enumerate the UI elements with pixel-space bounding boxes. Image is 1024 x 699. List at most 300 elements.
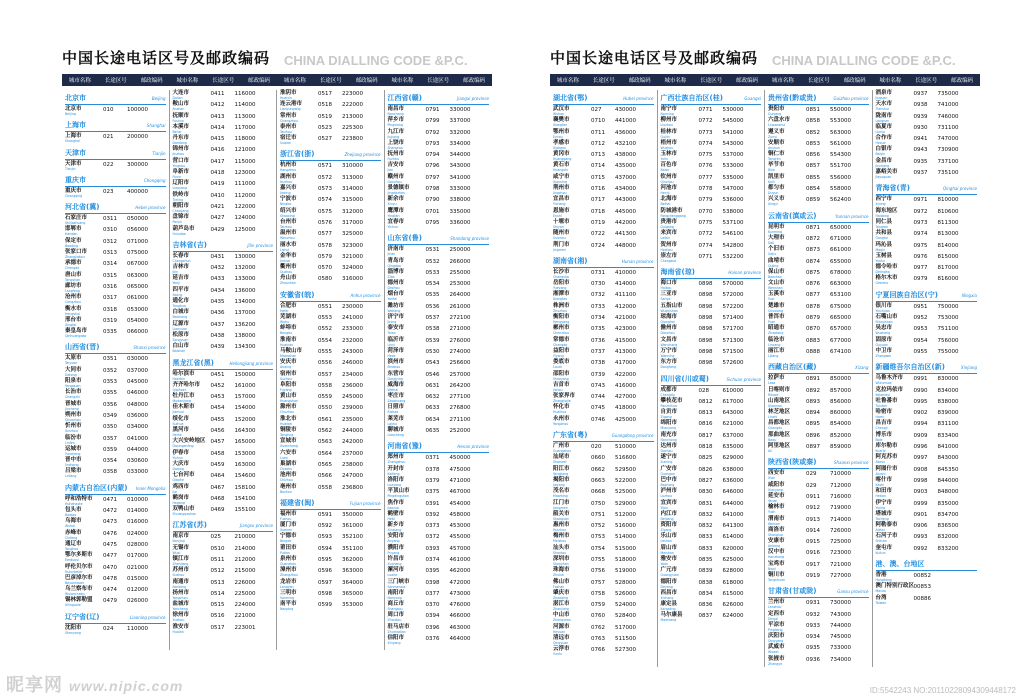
city-name: 西昌市 [660,589,678,596]
table-row [280,590,381,601]
city-cell [65,106,103,116]
area-code: 0335 [103,329,117,336]
postal-code: 036000 [127,412,148,419]
city-cell [280,461,318,471]
city-cell [768,611,806,621]
city-cell [280,264,318,274]
table-row [661,454,762,465]
table-row [388,258,490,269]
city-name: 济南市 [387,246,405,253]
city-name: 荆门市 [553,241,570,248]
province-header [388,233,490,245]
city-name: 珠海市 [553,567,570,574]
city-pinyin: Tieling [172,197,184,202]
city-name: 乌鲁木齐市 [875,375,904,382]
postal-code: 737100 [937,158,959,165]
postal-code: 450000 [449,455,471,462]
table-row [388,348,490,359]
postal-code: 244000 [342,428,363,435]
table-row [173,624,274,635]
city-cell [661,303,699,313]
city-pinyin: Weihai [387,387,399,392]
city-name: 太原市 [65,355,82,362]
city-cell [661,477,699,487]
city-pinyin: Zibo [387,274,395,279]
area-code: 0999 [913,500,928,507]
city-name: 保山市 [768,268,785,275]
province-header [661,374,762,386]
city-cell [388,269,426,279]
city-pinyin: Xuchang [387,561,402,566]
table-row [65,188,166,199]
city-name: 烟台市 [387,291,405,298]
city-pinyin: Ningbo [280,202,292,207]
area-code: 0826 [698,466,713,473]
area-code: 0898 [698,303,713,310]
city-cell [661,612,699,622]
city-pinyin: Shenyang [65,630,81,635]
city-name: 商洛市 [768,526,785,533]
city-cell [768,432,806,442]
city-pinyin: Heze [387,353,396,358]
province-name-english: Beijing [151,96,166,101]
city-name: 九江市 [387,128,405,135]
city-pinyin: Hebi [387,516,395,521]
city-cell [876,398,914,408]
table-row [388,601,490,612]
postal-code: 221000 [234,613,256,620]
table-row [280,101,381,112]
city-cell [553,291,591,301]
table-row [876,196,978,207]
city-cell [173,321,211,331]
area-code: 0912 [806,505,820,512]
postal-code: 264000 [449,292,471,299]
province-name: 港、澳、台地区 [875,559,925,568]
city-pinyin: Nanning [660,112,674,116]
city-cell [661,219,699,229]
city-pinyin: Hami [875,415,884,420]
province-name: 江西省(赣) [387,94,422,102]
city-pinyin: Tianshui [875,107,889,112]
city-pinyin: Wuhu [280,320,290,325]
city-pinyin: Baotou [65,513,77,518]
postal-code: 536000 [722,197,744,204]
postal-code: 317000 [342,219,363,226]
postal-code: 325000 [342,231,363,238]
city-name: 衡阳市 [553,314,570,321]
city-name: 鹤岗市 [172,494,190,501]
table-row [388,151,490,162]
city-pinyin: Nanjing [172,539,185,544]
city-pinyin: Tulufan [875,403,887,408]
city-pinyin: Liuzhou [660,123,673,128]
postal-code: 136000 [234,287,256,294]
area-code: 0314 [103,261,117,268]
area-code: 0550 [318,405,332,412]
city-cell [65,378,103,388]
province-name-english: Jilin province [247,242,273,248]
area-code: 0838 [698,579,713,586]
province-name-english: Qinghai province [942,186,977,192]
area-code: 0458 [210,450,225,457]
table-row [553,348,654,359]
table-row [65,564,166,575]
table-row [553,303,654,314]
postal-code: 620000 [722,545,744,552]
city-cell [388,522,426,532]
postal-code: 364000 [342,579,363,586]
city-pinyin: Xilinguole [65,603,81,608]
table-row [876,533,978,544]
area-code: 0477 [103,553,117,560]
postal-code: 646000 [722,489,744,496]
city-pinyin: Akesu [875,460,886,465]
postal-code: 533000 [722,163,744,170]
city-pinyin: Chizhou [280,478,293,483]
city-name: 孝感市 [553,139,570,146]
province-header [65,93,166,105]
city-name: 江门市 [553,499,570,506]
table-row [388,337,490,348]
table-row [876,583,978,594]
city-pinyin: Hegang [172,500,185,505]
column-header-group [550,74,658,86]
postal-code: 223000 [342,91,363,97]
city-name: 资阳市 [660,522,678,529]
city-cell [768,129,806,139]
city-name: 南阳市 [387,589,405,596]
city-name: 邯郸市 [65,226,82,233]
city-cell [553,174,591,184]
area-code: 0771 [698,253,713,260]
city-pinyin: Lanzhou [768,605,782,610]
province-name-english: Hebei province [135,205,166,211]
table-column [277,90,385,650]
city-pinyin: Yuxi [768,297,775,302]
city-pinyin: Hanzhong [768,555,785,560]
postal-code: 641000 [722,511,744,518]
city-pinyin: Wuzhong [875,331,891,336]
city-pinyin: Xining [875,202,886,207]
page-header [62,38,492,68]
table-row [173,180,274,191]
table-row [768,185,869,196]
province-header [876,290,978,302]
postal-code: 315000 [342,197,363,204]
city-pinyin: Jieyang [553,482,565,487]
area-code: 0565 [318,461,332,468]
city-name: 普洱市 [768,314,785,321]
city-cell [768,303,806,313]
table-row [388,129,490,140]
area-code: 0774 [698,140,713,147]
table-row [661,477,762,488]
city-pinyin: Mianyang [660,426,676,431]
table-row [768,656,869,667]
area-code: 0893 [806,398,820,405]
area-code: 0730 [591,281,605,288]
city-pinyin: Changsha [553,274,569,279]
table-row [280,264,381,275]
city-name: 琼海市 [660,314,678,321]
area-code: 0535 [425,292,440,299]
area-code: 0872 [806,235,820,242]
city-cell [388,185,426,195]
city-cell [173,438,211,448]
table-row [661,174,762,185]
city-name: 嘉峪关市 [875,169,898,176]
postal-code: 264200 [449,382,471,389]
table-row [173,192,274,203]
city-name: 海口市 [660,280,678,287]
city-pinyin: Jingmen [553,247,566,252]
area-code: 0317 [103,295,117,302]
postal-code: 618000 [722,579,744,586]
area-code: 0753 [591,534,605,541]
table-row [173,472,274,483]
area-code: 0511 [210,556,225,563]
table-row [553,624,654,635]
city-pinyin: Jiaozuo [387,505,399,510]
area-code: 0858 [806,118,820,125]
table-row [65,272,166,283]
city-cell [65,530,103,540]
table-row [876,208,978,219]
city-cell [876,208,914,218]
area-code: 0837 [698,613,713,620]
table-row [280,567,381,578]
table-row [388,556,490,567]
table-row [280,185,381,196]
city-name: 南充市 [660,431,678,438]
area-code: 0570 [318,265,332,272]
city-name: 四平市 [172,286,190,293]
postal-code: 541000 [722,129,744,136]
area-code: 0951 [913,303,928,310]
postal-code: 476000 [449,602,471,609]
city-name: 连云港市 [280,101,303,108]
area-code: 0775 [698,219,713,226]
area-code: 0832 [698,511,713,518]
city-cell [65,389,103,399]
city-pinyin: Baoji [768,566,776,571]
table-row [65,530,166,541]
city-cell [65,446,103,456]
postal-code: 026000 [127,598,148,605]
city-cell [553,533,591,543]
area-code: 0797 [425,174,440,181]
city-cell [553,635,591,645]
city-pinyin: Shenzhen [553,561,569,566]
postal-code: 461000 [449,556,471,563]
city-cell [876,314,914,324]
city-pinyin: Jilin [172,270,179,275]
province-header [768,586,869,598]
area-code: 0799 [425,118,440,125]
table-row [661,314,762,325]
area-code: 0712 [591,140,605,147]
city-pinyin: Qinhuangdao [65,334,87,339]
city-cell [553,325,591,335]
area-code: 0776 [698,163,713,170]
table-row [173,158,274,169]
city-pinyin: Kangding [660,607,676,612]
table-row [553,269,654,280]
city-cell [173,332,211,342]
area-code: 0373 [425,523,440,530]
city-cell [388,337,426,347]
area-code: 0558 [318,484,332,491]
city-cell [768,443,806,453]
area-code: 0379 [425,477,440,484]
city-pinyin: Ziyang [660,528,672,533]
city-pinyin: Nanping [280,607,294,612]
postal-code: 226000 [234,579,256,586]
city-name: 通辽市 [65,540,82,547]
table-row [280,253,381,264]
table-row [876,337,978,348]
city-pinyin: Atushi [875,471,886,476]
city-name: 共和县 [875,230,893,237]
area-code: 0915 [806,539,820,546]
postal-code: 233000 [342,326,363,333]
area-code: 0852 [806,129,820,136]
province-header [388,93,490,105]
postal-code: 117000 [234,124,256,131]
table-row [280,404,381,415]
area-code: 0566 [318,473,332,480]
area-code: 0530 [425,348,440,355]
table-row [876,522,978,533]
city-pinyin: Qiqihaer [172,387,187,392]
postal-code: 136200 [234,321,256,328]
city-name: 喀什市 [875,476,893,483]
area-code: 0351 [103,356,117,363]
table-row [768,549,869,560]
city-name: 桂林市 [660,128,678,135]
city-pinyin: Shangqiu [387,607,403,612]
city-cell [173,343,211,353]
city-name: 咸宁市 [553,173,570,180]
province-name-english: Shanghai [146,123,166,129]
area-code: 0634 [425,416,440,423]
city-name: 赤峰市 [65,529,82,536]
city-pinyin: Huaiyin [280,96,293,100]
table-row [280,337,381,348]
postal-code: 562400 [830,197,851,204]
area-code: 0934 [806,634,820,641]
city-pinyin: Huanggang [553,157,572,162]
postal-code: 223800 [342,136,363,143]
area-code: 0834 [698,590,713,597]
city-name: 萍乡市 [387,117,405,124]
city-name: 清远市 [553,635,570,642]
city-pinyin: Qingyang [768,639,784,644]
postal-code: 615000 [722,590,744,597]
table-row [553,325,654,336]
area-code: 0994 [913,421,928,428]
city-cell [65,564,103,574]
city-pinyin: Shuozhou [65,417,81,422]
city-cell [280,113,318,123]
city-pinyin: Jinhua [280,258,290,263]
table-row [388,196,490,207]
city-pinyin: Laiwu [387,421,397,426]
table-row [553,219,654,230]
table-row [553,511,654,522]
city-name: 湘潭市 [553,291,570,298]
city-cell [876,275,914,285]
postal-code: 745000 [830,634,851,641]
city-name: 六安市 [280,449,297,456]
province-header [768,362,869,374]
city-pinyin: Qingdao [387,263,401,268]
city-pinyin: Ezhou [553,134,563,139]
city-pinyin: Qinzhou [660,179,674,184]
city-name: 本溪市 [172,123,190,130]
city-cell [65,518,103,528]
city-cell [768,561,806,571]
postal-code: 546100 [722,231,744,238]
table-row [876,409,978,420]
area-code: 0756 [591,568,605,575]
postal-code: 214000 [234,545,256,552]
city-pinyin: Leshan [660,539,672,544]
area-code: 0791 [425,107,440,113]
city-pinyin: Zhongwei [875,353,892,358]
area-code: 0836 [698,602,713,609]
table-row [280,219,381,230]
city-name: 南宁市 [660,106,678,112]
city-pinyin: Baicheng [172,315,188,320]
city-pinyin: Liaoyuan [172,326,187,331]
city-pinyin: Laibin [660,236,671,241]
province-name: 山西省(晋) [65,343,100,352]
column-header-label: 长途区号 [104,78,127,84]
city-pinyin: Jining [387,320,397,325]
area-code: 0575 [318,208,332,215]
postal-code: 542800 [722,242,744,249]
postal-code: 525000 [615,489,636,496]
postal-code: 529000 [615,500,636,507]
city-cell [553,624,591,634]
table-row [388,488,490,499]
city-cell [280,450,318,460]
city-cell [280,135,318,145]
city-cell [280,472,318,482]
postal-code: 841000 [937,444,959,451]
postal-code: 361000 [342,523,363,530]
postal-code: 255000 [449,269,471,276]
postal-code: 434000 [615,186,636,193]
area-code: 0851 [806,107,820,113]
city-pinyin: Sanmenxia [387,584,406,589]
city-name: 保定市 [65,237,82,244]
postal-code: 859000 [830,444,851,451]
city-pinyin: Taiwan [875,600,887,605]
city-cell [661,500,699,510]
city-name: 天水市 [875,101,893,108]
city-pinyin: Nanchong [660,437,677,442]
city-pinyin: Yongzhou [553,421,569,426]
city-pinyin: Yangjiang [553,471,569,476]
area-code: 0593 [318,534,332,541]
city-cell [661,314,699,324]
area-code: 0794 [425,152,440,159]
city-pinyin: Anqing [280,365,292,370]
postal-code: 811300 [937,219,959,226]
